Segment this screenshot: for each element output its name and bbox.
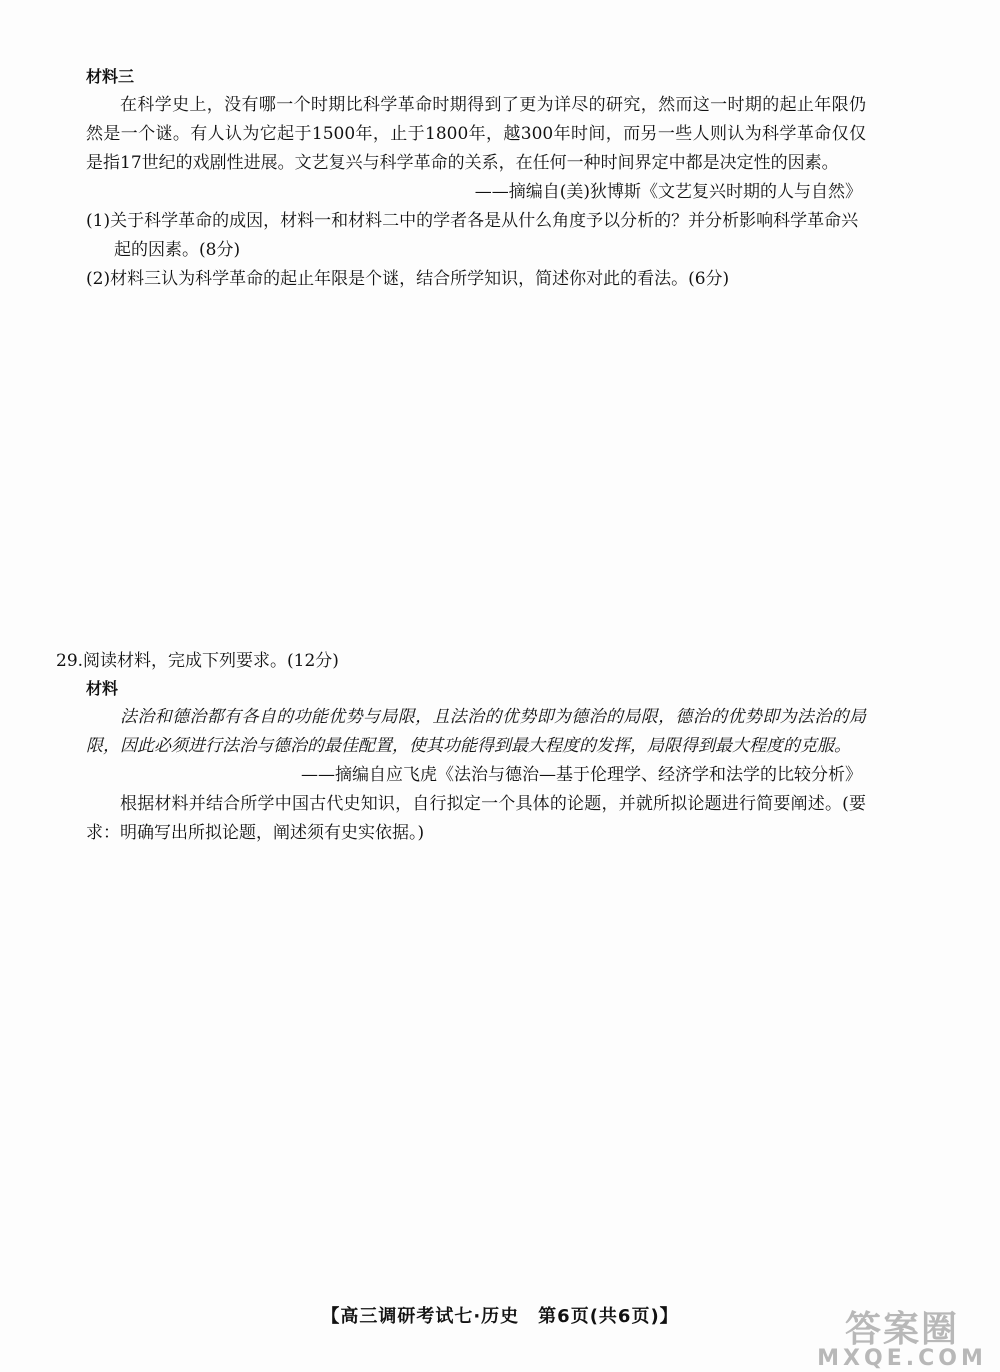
sub-question-1: (1)关于科学革命的成因，材料一和材料二中的学者各是从什么角度予以分析的？并分析影响科学革命兴起的因素。(8分) <box>86 211 859 260</box>
site-watermark <box>812 1309 992 1371</box>
material-three-section <box>86 62 866 294</box>
material-three-label: 材料三 <box>86 67 135 86</box>
watermark-domain-text: MXQE.COM <box>817 1346 987 1371</box>
material-three-body: 在科学史上，没有哪一个时期比科学革命时期得到了更为详尽的研究，然而这一时期的起止年限仍然是一个谜。有人认为它起于1500年，止于1800年，越300年时间，而另一些人则认为科学革命仅仅是指17世纪的戏剧性进展。文艺复兴与科学革命的关系，在任何一种时间界定中都是决定性的因素。 <box>86 95 866 173</box>
question-29-material-body: 法治和德治都有各自的功能优势与局限，且法治的优势即为德治的局限，德治的优势即为法治的局限，因此必须进行法治与德治的最佳配置，使其功能得到最大程度的发挥，局限得到最大程度的克服。 <box>86 707 866 756</box>
question-29-section <box>86 674 866 848</box>
question-29-prompt: 根据材料并结合所学中国古代史知识，自行拟定一个具体的论题，并就所拟论题进行简要阐述。(要求：明确写出所拟论题，阐述须有史实依据。) <box>86 794 866 843</box>
material-three-source: ——摘编自(美)狄博斯《文艺复兴时期的人与自然》 <box>474 182 862 202</box>
sub-question-2: (2)材料三认为科学革命的起止年限是个谜，结合所学知识，简述你对此的看法。(6分) <box>86 269 730 289</box>
question-29-source: ——摘编自应飞虎《法治与德治—基于伦理学、经济学和法学的比较分析》 <box>301 765 862 785</box>
question-29-title: 29.阅读材料，完成下列要求。(12分) <box>56 651 339 671</box>
watermark-logo-text: 答案圈 <box>844 1309 959 1350</box>
page-footer: 【高三调研考试七·历史 第6页(共6页)】 <box>321 1306 679 1327</box>
question-29-material-label: 材料 <box>86 679 119 698</box>
